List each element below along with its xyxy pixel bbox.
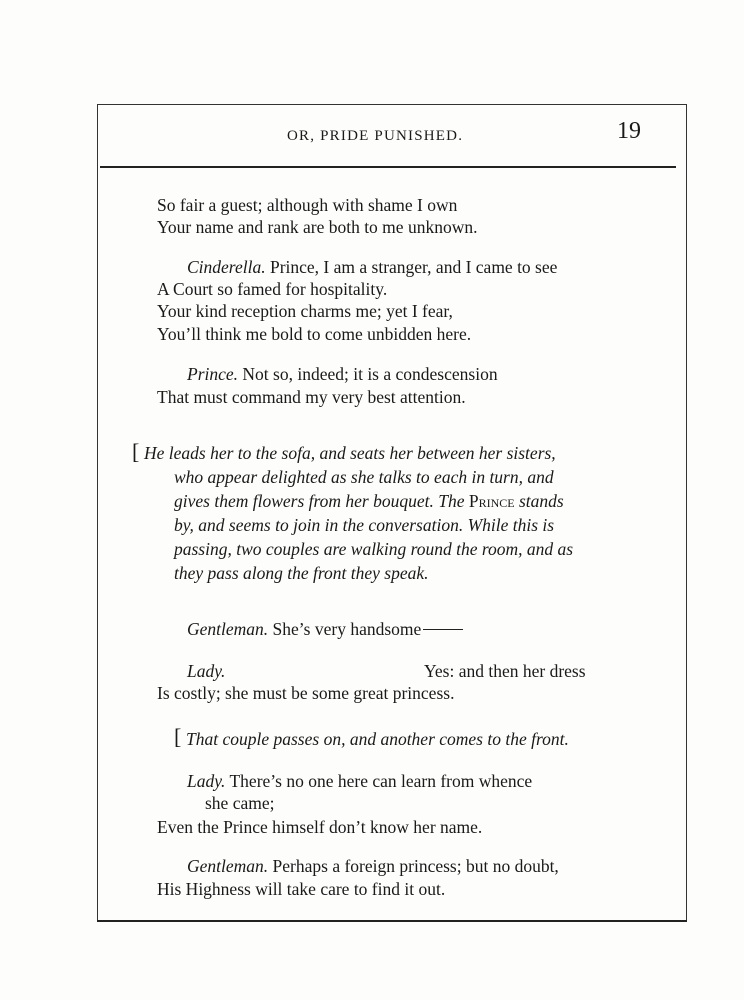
frame-top-rule xyxy=(97,104,687,105)
speech-line xyxy=(187,363,498,385)
stage-direction-line: by, and seems to join in the conversation. While this is xyxy=(174,515,555,535)
stage-direction-line: passing, two couples are walking round the room, and as xyxy=(174,539,574,559)
speech-line xyxy=(187,855,559,877)
text-line: So fair a guest; although with shame I own xyxy=(157,195,458,215)
frame-right-rule xyxy=(686,104,687,922)
speech-text: Prince, I am a stranger, and I came to see xyxy=(265,257,558,277)
stage-direction-line: they pass along the front they speak. xyxy=(174,563,429,583)
header-rule xyxy=(100,166,676,168)
frame-left-rule xyxy=(97,104,98,922)
speaker-name: Lady. xyxy=(187,661,226,681)
speech-line xyxy=(187,256,557,278)
speech-line xyxy=(187,618,463,640)
stage-direction-line: He leads her to the sofa, and seats her between her sisters, xyxy=(144,443,556,463)
text-line: You’ll think me bold to come unbidden here. xyxy=(157,324,472,344)
stage-direction-bracket: [ xyxy=(174,724,182,749)
page-number: 19 xyxy=(617,118,641,144)
em-dash-rule xyxy=(423,629,463,630)
speaker-name: Gentleman. xyxy=(187,619,269,639)
text-line: That must command my very best attention. xyxy=(157,387,466,407)
speech-text: Not so, indeed; it is a condescension xyxy=(238,364,498,384)
stage-direction-bracket: [ xyxy=(132,439,140,464)
running-title: OR, PRIDE PUNISHED. xyxy=(287,128,464,144)
speaker-name: Gentleman. xyxy=(187,856,269,876)
character-name: Prince xyxy=(468,491,515,511)
speech-text: She’s very handsome xyxy=(268,619,422,639)
text-line: Your name and rank are both to me unknown. xyxy=(157,217,478,237)
text-line: she came; xyxy=(205,793,275,813)
frame-bottom-rule xyxy=(97,920,687,922)
text-line: A Court so famed for hospitality. xyxy=(157,279,388,299)
stage-direction-line: gives them flowers from her bouquet. The Prince stands xyxy=(174,491,564,511)
speech-text: Perhaps a foreign princess; but no doubt, xyxy=(268,856,559,876)
speaker-name: Prince. xyxy=(187,364,239,384)
speech-text: There’s no one here can learn from whence xyxy=(225,771,533,791)
text-line: His Highness will take care to find it out. xyxy=(157,879,446,899)
speech-text: Yes: and then her dress xyxy=(424,661,586,681)
text-line: Your kind reception charms me; yet I fear, xyxy=(157,301,453,321)
text-line: Is costly; she must be some great princess. xyxy=(157,683,455,703)
stage-direction-line: That couple passes on, and another comes to the front. xyxy=(186,729,569,749)
stage-direction-line: who appear delighted as she talks to each in turn, and xyxy=(174,467,554,487)
speaker-name: Cinderella. xyxy=(187,257,266,277)
text-line: Even the Prince himself don’t know her name. xyxy=(157,817,483,837)
speaker-name: Lady. xyxy=(187,771,226,791)
speech-line xyxy=(187,770,532,792)
